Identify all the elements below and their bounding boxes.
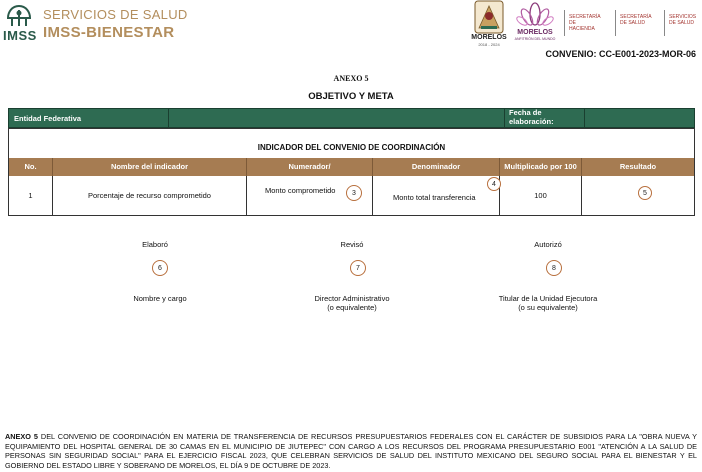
morelos-anfitrion-label: MORELOS <box>517 29 553 36</box>
fecha-value-cell[interactable] <box>585 109 694 127</box>
th-denominador: Denominador <box>373 158 500 176</box>
gov-servicios: SERVICIOS DE SALUD <box>669 14 697 26</box>
th-no: No. <box>9 158 53 176</box>
footer-body: DEL CONVENIO DE COORDINACIÓN EN MATERIA DE TRANSFERENCIA DE RECURSOS PRESUPUESTARIOS FEDERALES CON EL CARÁCTER DE SUBSIDIOS PARA LA "OBRA NUEVA Y EQUIPAMIENTO DEL HOSPITAL GENERAL DE 30 CAMAS EN EL MUNICIPIO DE JIUTEPEC" CON CARGO A LOS RECURSOS DEL PROGRAMA PRESUPUESTARIO E001 "ATENCIÓN A LA SALUD DE PERSONAS SIN SEGURIDAD SOCIAL" PARA EL EJERCICIO FISCAL 2023, QUE CELEBRAN SERVICIOS DE SALUD DEL INSTITUTO MEXICANO DEL SEGURO SOCIAL PARA EL BIENESTAR Y EL GOBIERNO DEL ESTADO LIBRE Y SOBERANO DE MORELOS, EL DÍA 9 DE OCTUBRE DE 2023. <box>5 432 697 470</box>
marker-4: 4 <box>487 177 501 191</box>
sig-nombre-cargo: Nombre y cargo <box>133 294 187 303</box>
morelos-label: MORELOS <box>471 34 507 41</box>
sig-director: Director Administrativo (o equivalente) <box>314 294 390 312</box>
fecha-label: Fecha de elaboración: <box>509 108 554 126</box>
convenio-number: CONVENIO: CC-E001-2023-MOR-06 <box>545 49 696 59</box>
divider <box>664 10 665 36</box>
gov-hacienda: SECRETARÍA DE HACIENDA <box>569 14 601 32</box>
imss-logo-text: IMSS <box>3 28 37 43</box>
logo-servicios-salud: SERVICIOS DE SALUD <box>43 7 188 22</box>
sig-autorizo: Autorizó <box>534 240 562 249</box>
morelos-years: 2018 - 2024 <box>478 42 500 47</box>
footer-legal-text <box>5 432 697 470</box>
marker-8: 8 <box>546 260 562 276</box>
marker-5: 5 <box>638 186 652 200</box>
th-nombre: Nombre del indicador <box>53 158 247 176</box>
sig-elaboro: Elaboró <box>142 240 168 249</box>
anexo-title: ANEXO 5 <box>333 74 369 83</box>
td-no: 1 <box>9 176 53 215</box>
marker-7: 7 <box>350 260 366 276</box>
td-multiplicado: 100 <box>500 176 582 215</box>
entidad-bar <box>8 108 695 128</box>
morelos-anfitrion-sub: ANFITRIÓN DEL MUNDO <box>514 37 556 41</box>
entidad-label-cell <box>9 109 169 127</box>
divider <box>564 10 565 36</box>
logo-imss-bienestar: IMSS-BIENESTAR <box>43 24 175 41</box>
divider <box>615 10 616 36</box>
morelos-flower-icon <box>516 0 554 32</box>
marker-6: 6 <box>152 260 168 276</box>
marker-3: 3 <box>346 185 362 201</box>
footer-lead: ANEXO 5 <box>5 432 38 441</box>
td-denominador: Monto total transferencia <box>373 176 500 215</box>
fecha-label-cell <box>505 109 585 127</box>
td-numerador: Monto comprometido <box>247 176 373 215</box>
td-nombre: Porcentaje de recurso comprometido <box>53 176 247 215</box>
th-multiplicado: Multiplicado por 100 <box>500 158 582 176</box>
gov-salud: SECRETARÍA DE SALUD <box>620 14 652 26</box>
th-resultado: Resultado <box>619 162 657 171</box>
sig-reviso: Revisó <box>340 240 364 249</box>
objetivo-title: OBJETIVO Y META <box>308 91 394 102</box>
indicator-header-row <box>9 158 694 176</box>
sig-titular: Titular de la Unidad Ejecutora (o su equivalente) <box>498 294 598 312</box>
th-numerador: Numerador/ <box>247 158 373 176</box>
indicator-title: INDICADOR DEL CONVENIO DE COORDINACIÓN <box>257 143 446 152</box>
entidad-value-cell[interactable] <box>169 109 505 127</box>
entidad-label: Entidad Federativa <box>14 114 82 123</box>
